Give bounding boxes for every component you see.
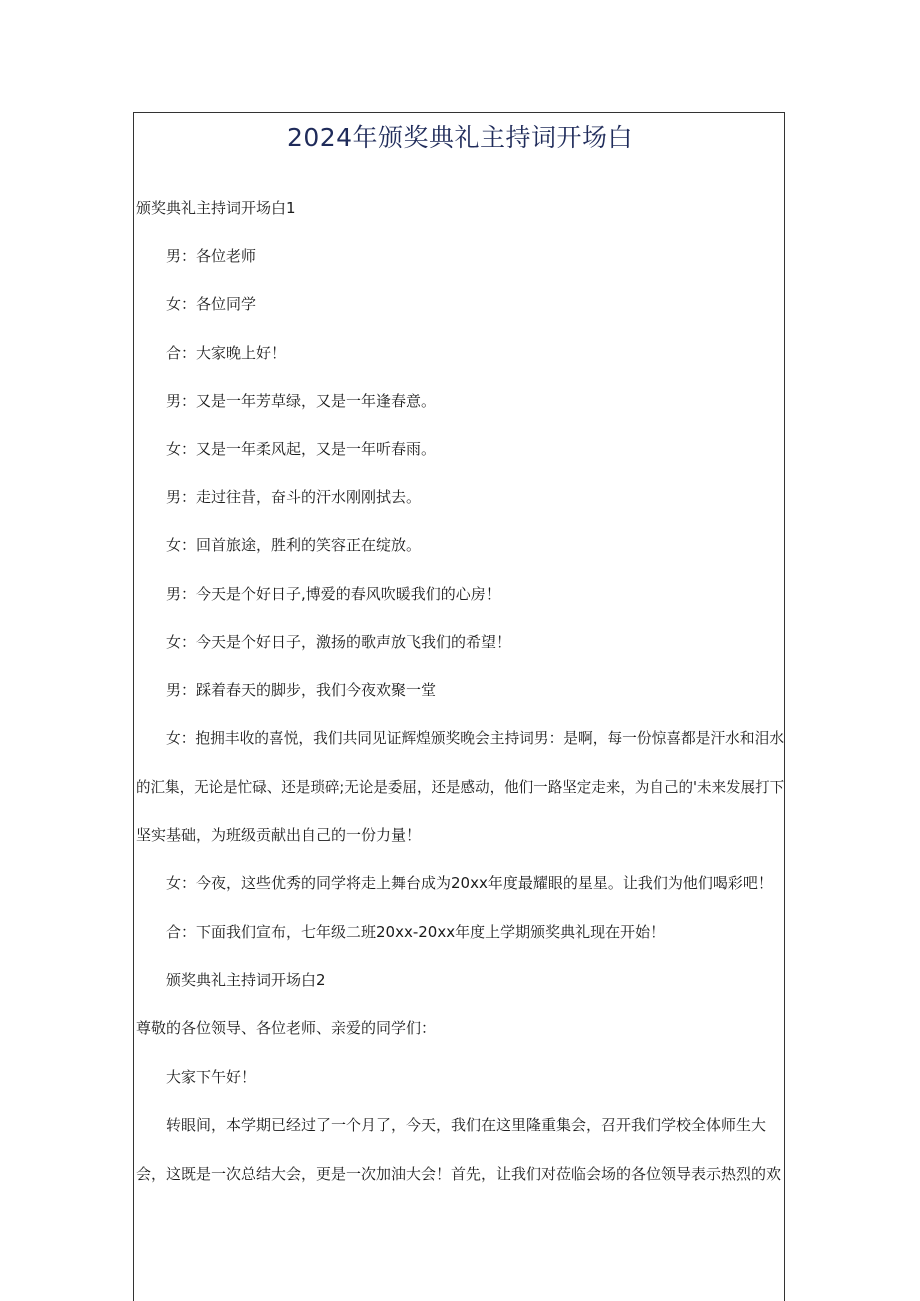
paragraph-line: 男：踩着春天的脚步，我们今夜欢聚一堂 — [166, 681, 437, 699]
paragraph-line: 男：今天是个好日子,博爱的春风吹暖我们的心房！ — [166, 585, 501, 603]
paragraph-line: 女：各位同学 — [166, 295, 257, 313]
section-heading: 颁奖典礼主持词开场白2 — [166, 971, 326, 989]
paragraph-line: 女：抱拥丰收的喜悦，我们共同见证辉煌颁奖晚会主持词男：是啊，每一份惊喜都是汗水和泪水 — [166, 729, 785, 747]
paragraph-line: 女：今天是个好日子，激扬的歌声放飞我们的希望！ — [166, 633, 512, 651]
paragraph-line: 女：回首旅途，胜利的笑容正在绽放。 — [166, 536, 422, 554]
paragraph-line: 尊敬的各位领导、各位老师、亲爱的同学们： — [136, 1019, 437, 1037]
paragraph-line: 男：各位老师 — [166, 247, 257, 265]
paragraph-line: 男：又是一年芳草绿，又是一年逢春意。 — [166, 392, 437, 410]
document-title: 2024年颁奖典礼主持词开场白 — [286, 123, 634, 152]
paragraph-line: 会，这既是一次总结大会，更是一次加油大会！首先，让我们对莅临会场的各位领导表示热烈的欢 — [136, 1165, 782, 1183]
paragraph-line: 合：下面我们宣布，七年级二班20xx-20xx年度上学期颁奖典礼现在开始！ — [166, 923, 666, 941]
paragraph-line: 男：走过往昔，奋斗的汗水刚刚拭去。 — [166, 488, 422, 506]
paragraph-line: 的汇集，无论是忙碌、还是琐碎;无论是委屈，还是感动，他们一路坚定走来，为自己的'未来发展打下 — [136, 778, 785, 796]
paragraph-line: 颁奖典礼主持词开场白1 — [136, 199, 296, 217]
paragraph-line: 女：今夜，这些优秀的同学将走上舞台成为20xx年度最耀眼的星星。让我们为他们喝彩吧！ — [166, 874, 773, 892]
paragraph-line: 女：又是一年柔风起，又是一年听春雨。 — [166, 440, 437, 458]
paragraph-line: 坚实基础，为班级贡献出自己的一份力量！ — [136, 826, 422, 844]
paragraph-line: 转眼间，本学期已经过了一个月了，今天，我们在这里隆重集会，召开我们学校全体师生大 — [166, 1116, 767, 1134]
paragraph-line: 大家下午好！ — [166, 1068, 257, 1086]
paragraph-line: 合：大家晚上好！ — [166, 344, 287, 362]
